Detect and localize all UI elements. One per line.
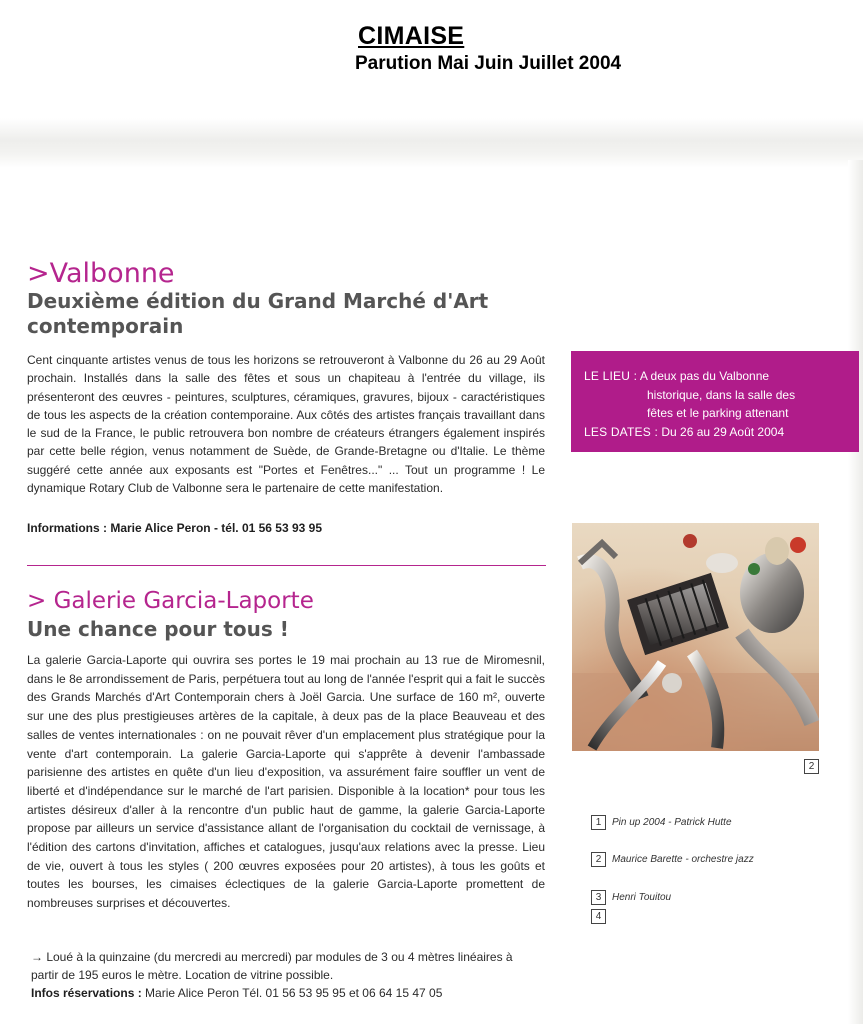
sculpture-illustration: [572, 523, 819, 751]
caption-number: 4: [591, 909, 606, 924]
lieu-row: [584, 369, 769, 383]
article1-kicker: >Valbonne: [27, 258, 175, 289]
article2-info-value: Marie Alice Peron Tél. 01 56 53 95 95 et 06 64 15 47 05: [145, 986, 443, 1000]
lieu-label: LE LIEU :: [584, 369, 638, 383]
lieu-line3: fêtes et le parking attenant: [647, 406, 789, 420]
publication-title: CIMAISE: [358, 22, 465, 50]
scan-right-edge: [848, 160, 863, 1024]
article2-kicker: > Galerie Garcia-Laporte: [27, 588, 314, 614]
article2-info-label: Infos réservations :: [31, 986, 142, 1000]
article2-rental-note: → Loué à la quinzaine (du mercredi au mercredi) par modules de 3 ou 4 mètres linéaires à partir de 195 euros le mètre. Location de vitrine possible.: [31, 950, 513, 982]
article1-info-line: [27, 521, 322, 535]
publication-issue: Parution Mai Juin Juillet 2004: [355, 53, 622, 74]
caption-number: 2: [591, 852, 606, 867]
scan-fold-shadow: [0, 118, 863, 168]
jazz-orchestra-photo: [572, 523, 819, 751]
article1-body: Cent cinquante artistes venus de tous les horizons se retrouveront à Valbonne du 26 au 29 Août prochain. Installés dans la salle des fêtes et sous un chapiteau à l'entrée du village, ils présenteront des œuvres - peintures, sculptures, céramiques, gravures, bijoux - caractéristiques de tous les aspects de la création contemporaine. Aux côtés des artistes français travaillant dans le sud de la France, le public retrouvera bon nombre de créateurs étrangers également inspirés par cette belle région, venus notamment de Suède, de Grande-Bretagne ou d'Italie. Le thème suggéré cette année aux exposants est "Portes et Fenêtres..." ... Tout un programme ! Le dynamique Rotary Club de Valbonne sera le partenaire de cette manifestation.: [27, 353, 545, 496]
caption-text: Maurice Barette - orchestre jazz: [612, 854, 754, 865]
dates-value: Du 26 au 29 Août 2004: [661, 425, 785, 439]
article2-body: La galerie Garcia-Laporte qui ouvrira ses portes le 19 mai prochain au 13 rue de Miromesnil, dans le 8e arrondissement de Paris, perpétuera tout au long de l'année l'esprit qui a fait le succès des Grands Marchés d'Art Contemporain chers à Joël Garcia. Une surface de 160 m², ouverte sur une des plus prestigieuses artères de la capitale, à deux pas de la place Beauveau et des salles de ventes internationales : on ne pouvait rêver d'un emplacement plus stratégique pour la vente d'art contemporain. La galerie Garcia-Laporte qui s'apprête à devenir l'ambassade parisienne des artistes en quête d'un lieu d'exposition, va assurément faire souffler un vent de liberté et d'indépendance sur le marché de l'art parisien. Disponible à la location* pour tous les artistes désireux d'aller à la rencontre d'un public haut de gamme, la galerie Garcia-Laporte propose par ailleurs un service d'assistance allant de l'organisation du cocktail de vernissage, à l'édition des cartons d'invitation, affiches et catalogues, jusqu'aux relations avec la presse. Lieu de vie, ouvert à tous les styles ( 200 œuvres exposées pour 20 artistes), à tous les goûts et toutes les bourses, les cimaises éclectiques de la galerie Garcia-Laporte promettent de nombreuses surprises et découvertes.: [27, 653, 545, 911]
caption-number: 1: [591, 815, 606, 830]
caption-text: Henri Touitou: [612, 892, 672, 903]
article-divider: [27, 565, 546, 566]
dates-row: [584, 425, 784, 439]
caption-text: Pin up 2004 - Patrick Hutte: [612, 817, 732, 828]
event-info-box: [571, 351, 859, 452]
dates-label: LES DATES :: [584, 425, 659, 439]
article2-headline: Une chance pour tous !: [27, 617, 289, 641]
lieu-line2: historique, dans la salle des: [647, 388, 796, 402]
article1-info-label: Informations :: [27, 521, 107, 535]
article2-info-line: [31, 986, 442, 1000]
article1-headline: Deuxième édition du Grand Marché d'Art contemporain: [27, 289, 489, 338]
caption-number: 3: [591, 890, 606, 905]
photo-number-badge: 2: [804, 759, 819, 774]
article1-info-value: Marie Alice Peron - tél. 01 56 53 93 95: [110, 521, 323, 535]
lieu-line1: A deux pas du Valbonne: [639, 369, 770, 383]
